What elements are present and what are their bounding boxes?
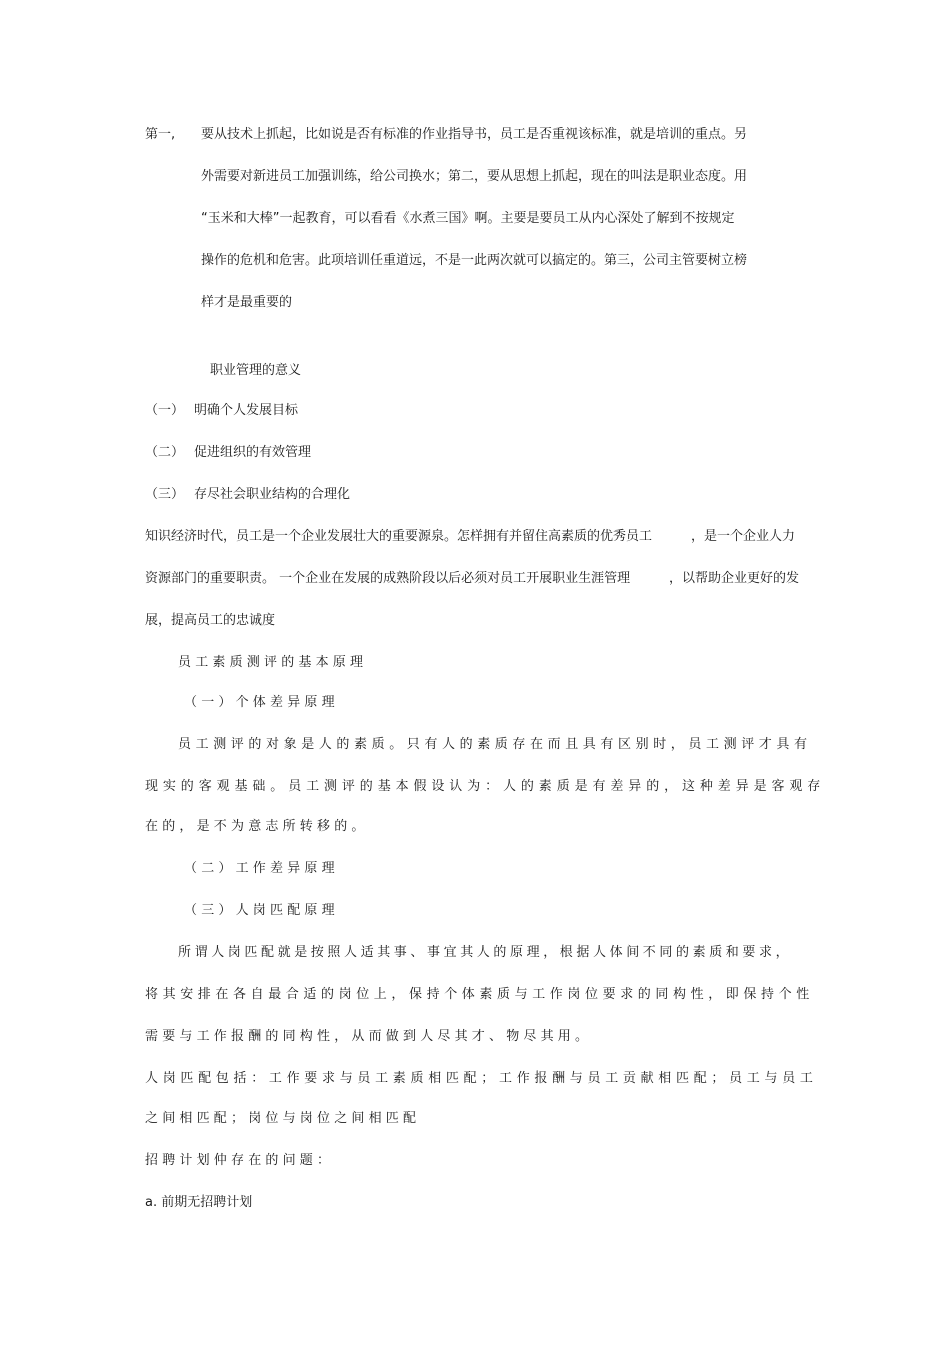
eval-sub-heading-3: （三）人岗匹配原理 xyxy=(184,903,339,918)
eval-p2-line-1: 所谓人岗匹配就是按照人适其事、事宜其人的原理，根据人体间不同的素质和要求， xyxy=(178,945,793,960)
eval-p1-line-3: 在的，是不为意志所转移的。 xyxy=(145,819,369,834)
eval-sub-heading-1: （一）个体差异原理 xyxy=(184,695,339,710)
para1-line-1: 要从技术上抓起，比如说是否有标准的作业指导书，员工是否重视该标准，就是培训的重点。另 xyxy=(201,127,748,142)
career-item-num-3: （三） xyxy=(145,487,185,502)
career-item-text-2: 促进组织的有效管理 xyxy=(194,445,312,460)
eval-sub-heading-2: （二）工作差异原理 xyxy=(184,861,339,876)
para1-line-4: 操作的危机和危害。此项培训任重道远，不是一此两次就可以搞定的。第三，公司主管要树立榜 xyxy=(201,253,748,268)
para1-line-2: 外需要对新进员工加强训练，给公司换水；第二，要从思想上抓起，现在的叫法是职业态度。用 xyxy=(201,169,748,184)
career-item-num-2: （二） xyxy=(145,445,185,460)
para2-line-2a: 资源部门的重要职责。 一个企业在发展的成熟阶段以后必须对员工开展职业生涯管理 xyxy=(145,571,631,586)
eval-section-title: 员工素质测评的基本原理 xyxy=(178,655,368,670)
para1-line-3: “玉米和大棒”一起教育，可以看看《水煮三国》啊。主要是要员工从内心深处了解到不按规定 xyxy=(201,211,735,226)
recruit-section-title: 招聘计划仲存在的问题： xyxy=(145,1153,335,1168)
para2-line-1b: ，是一个企业人力 xyxy=(691,529,796,544)
career-item-text-1: 明确个人发展目标 xyxy=(194,403,299,418)
para2-line-1a: 知识经济时代，员工是一个企业发展壮大的重要源泉。怎样拥有并留住高素质的优秀员工 xyxy=(145,529,653,544)
eval-p1-line-2: 现实的客观基础。员工测评的基本假设认为：人的素质是有差异的，这种差异是客观存 xyxy=(145,779,826,794)
eval-p3-line-2: 之间相匹配；岗位与岗位之间相匹配 xyxy=(145,1111,421,1126)
para1-line-5: 样才是最重要的 xyxy=(201,295,293,310)
career-item-num-1: （一） xyxy=(145,403,185,418)
eval-p2-line-3: 需要与工作报酬的同构性，从而做到人尽其才、物尽其用。 xyxy=(145,1029,593,1044)
recruit-item-a: a. 前期无招聘计划 xyxy=(145,1195,253,1210)
eval-p3-line-1: 人岗匹配包括：工作要求与员工素质相匹配；工作报酬与员工贡献相匹配；员工与员工 xyxy=(145,1071,818,1086)
career-section-title: 职业管理的意义 xyxy=(210,363,302,378)
eval-p1-line-1: 员工测评的对象是人的素质。只有人的素质存在而且具有区别时，员工测评才具有 xyxy=(178,737,812,752)
career-item-text-3: 存尽社会职业结构的合理化 xyxy=(194,487,351,502)
eval-p2-line-2: 将其安排在各自最合适的岗位上，保持个体素质与工作岗位要求的同构性，即保持个性 xyxy=(145,987,814,1002)
para2-line-2b: ，以帮助企业更好的发 xyxy=(669,571,800,586)
para2-line-3: 展，提高员工的忠诚度 xyxy=(145,613,276,628)
para1-label: 第一, xyxy=(145,127,176,142)
